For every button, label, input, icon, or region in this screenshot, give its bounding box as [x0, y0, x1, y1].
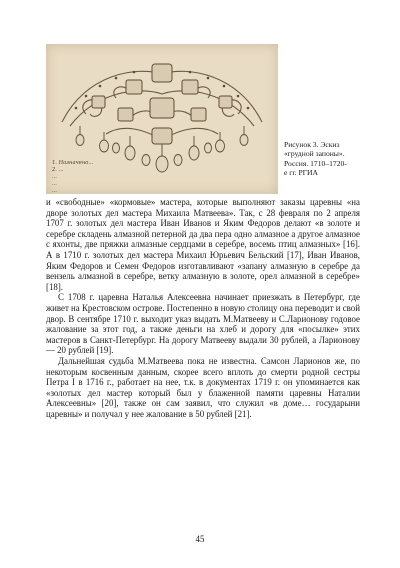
legend-line: 2. ... [52, 167, 64, 173]
page-number: 45 [195, 534, 205, 544]
body-text [46, 197, 360, 419]
paragraph: Дальнейшая судьба М.Матвеева пока не известна. Самсон Ларионов же, по некоторым косвенным данным, скорее всего вплоть до смерти родной сестры Петра I в 1716 г., работает на нее, т.к. в документах 1719 г. он упоминается как «золотых дел мастер который был у блаженной памяти царевны Наталии Алексеевны» [20], также он сам заявил, что служил «в доме… государыни царевны» и получал у нее жалование в 50 рублей [21]. [46, 355, 360, 419]
caption-line: «грудной запоны». [284, 149, 345, 159]
caption-line: Рисунок 3. Эскиз [284, 140, 340, 149]
legend-line: ... [52, 188, 57, 194]
paragraph: и «свободные» «кормовые» мастера, которые выполняют заказы царевны «на дворе золотых дел мастера Михаила Матвеева». Так, с 28 февраля по 2 апреля 1707 г. золотых дел мастера Иван Иванов и Яким Федоров делают «в золоте и серебре складень алмазной петерной да два пера одно алмазное а другое алмазное с яхонты, две пряжки алмазные сердцами в серебре, восемь птиц алмазных» [16]. А в 1710 г. золотых дел мастера Михаил Юрьевич Бельский [17], Иван Иванов, Яким Федоров и Семен Федоров изготавливают «запану алмазную в серебре да вензель алмазной в серебре, ветку алмазную в золоте, орел алмазной в серебре» [18]. [46, 197, 360, 292]
caption-line: Россия. 1710–1720- [284, 158, 347, 168]
legend-line: ... [52, 181, 57, 187]
paragraph: С 1708 г. царевна Наталья Алексеевна начинает приезжать в Петербург, где живет на Крестовском острове. Постепенно в новую столицу она переводит и свой двор. В сентябре 1710 г. выходит указ выдать М.Матвееву и С.Ларионову годовое жалование за этот год, а также деньги на хлеб и дорогу для «посылке» этих мастеров в Санкт-Петербург. На дорогу Матвееву выдали 30 рублей, а Ларионову — 20 рублей [19]. [46, 292, 360, 356]
sketch-legend [52, 160, 172, 195]
legend-line: ... [52, 174, 57, 180]
figure-caption [284, 140, 362, 178]
legend-line: 1. Назначено... [52, 160, 94, 166]
caption-line: е гг. РГИА [284, 168, 319, 178]
brooch-sketch-image [46, 44, 278, 194]
figure [46, 44, 278, 194]
